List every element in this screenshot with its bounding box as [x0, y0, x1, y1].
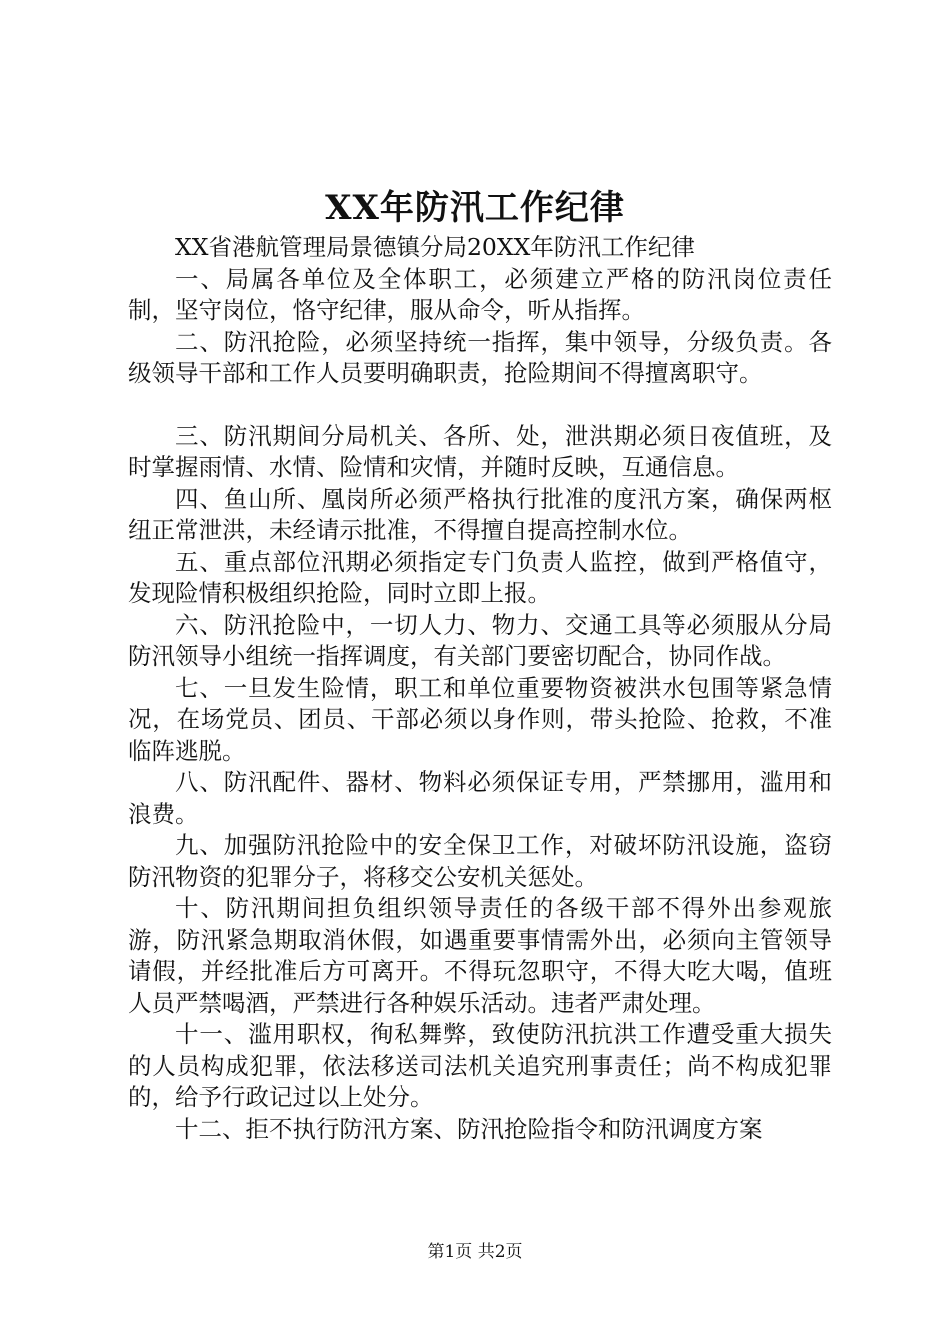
- paragraph-1: 一、局属各单位及全体职工，必须建立严格的防汛岗位责任制，坚守岗位，恪守纪律，服从命令，听从指挥。: [128, 264, 832, 324]
- document-title: XX年防汛工作纪律: [325, 188, 625, 228]
- paragraph-12: 十二、拒不执行防汛方案、防汛抢险指令和防汛调度方案: [175, 1114, 763, 1143]
- paragraph-11: 十一、滥用职权，徇私舞弊，致使防汛抗洪工作遭受重大损失的人员构成犯罪，依法移送司法机关追究刑事责任；尚不构成犯罪的，给予行政记过以上处分。: [128, 1020, 832, 1111]
- paragraph-9: 九、加强防汛抢险中的安全保卫工作，对破坏防汛设施，盗窃防汛物资的犯罪分子，将移交公安机关惩处。: [128, 831, 832, 891]
- paragraph-7: 七、一旦发生险情，职工和单位重要物资被洪水包围等紧急情况，在场党员、团员、干部必须以身作则，带头抢险、抢救，不准临阵逃脱。: [128, 673, 832, 765]
- paragraph-4: 四、鱼山所、凰岗所必须严格执行批准的度汛方案，确保两枢纽正常泄洪，未经请示批准，不得擅自提高控制水位。: [128, 484, 832, 544]
- paragraph-6: 六、防汛抢险中，一切人力、物力、交通工具等必须服从分局防汛领导小组统一指挥调度，有关部门要密切配合，协同作战。: [128, 610, 832, 670]
- paragraph-8: 八、防汛配件、器材、物料必须保证专用，严禁挪用，滥用和浪费。: [128, 768, 832, 828]
- paragraph-3: 三、防汛期间分局机关、各所、处，泄洪期必须日夜值班，及时掌握雨情、水情、险情和灾情，并随时反映，互通信息。: [128, 421, 832, 481]
- document-body: [128, 232, 832, 1145]
- paragraph-10: 十、防汛期间担负组织领导责任的各级干部不得外出参观旅游，防汛紧急期取消休假，如遇重要事情需外出，必须向主管领导请假，并经批准后方可离开。不得玩忽职守，不得大吃大喝，值班人员严禁喝酒，严禁进行各种娱乐活动。违者严肃处理。: [128, 894, 832, 1017]
- paragraph-5: 五、重点部位汛期必须指定专门负责人监控，做到严格值守，发现险情积极组织抢险，同时立即上报。: [128, 547, 832, 607]
- page-footer: 第1页 共2页: [427, 1242, 523, 1262]
- paragraph-2: 二、防汛抢险，必须坚持统一指挥，集中领导，分级负责。各级领导干部和工作人员要明确职责，抢险期间不得擅离职守。: [128, 327, 832, 387]
- paragraph-subtitle: XX省港航管理局景德镇分局20XX年防汛工作纪律: [175, 233, 695, 261]
